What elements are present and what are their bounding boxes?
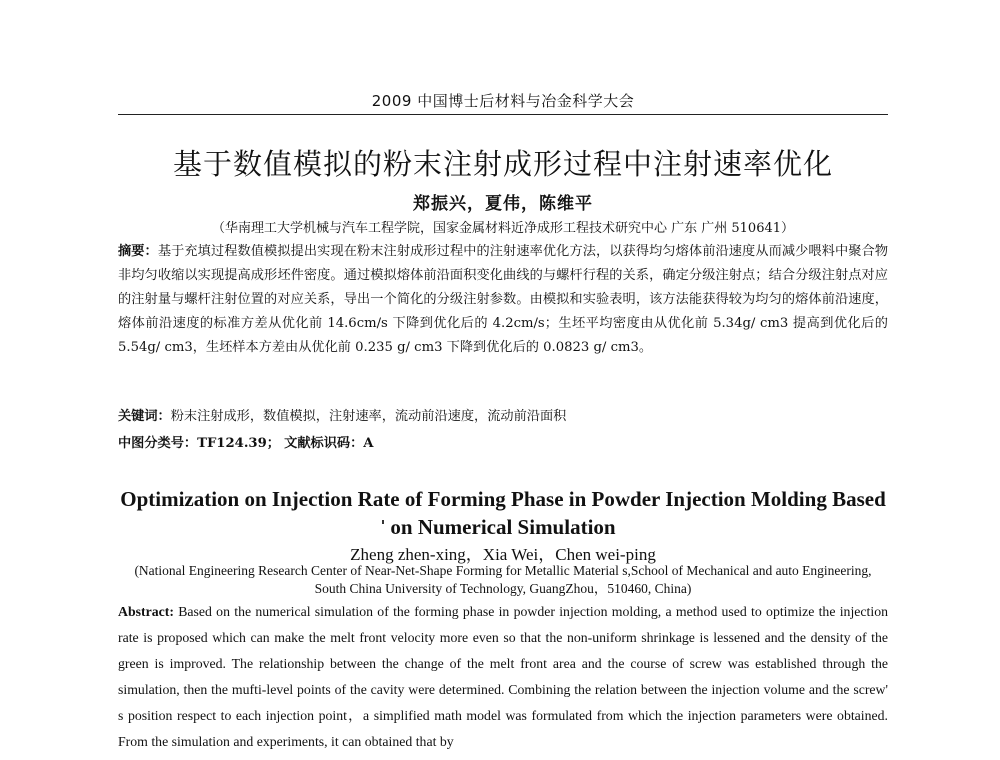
class-number-value: TF124.39；: [197, 436, 280, 451]
chinese-keywords: [118, 405, 888, 424]
chinese-keywords-label: 关键词：: [118, 409, 171, 424]
english-affiliation: (National Engineering Research Center of Near-Net-Shape Forming for Metallic Material s,School of Mechanical and auto Engineering, South China University of Technology, GuangZhou，510460, China): [134, 563, 872, 596]
doc-code-label: 文献标识码：: [284, 436, 364, 451]
conference-header: 2009 中国博士后材料与冶金科学大会: [371, 92, 635, 110]
scan-speck: [382, 520, 384, 524]
chinese-abstract: [118, 240, 888, 360]
doc-code-value: A: [363, 436, 374, 451]
english-abstract: [118, 599, 888, 755]
header-divider: [118, 114, 888, 115]
chinese-abstract-label: 摘要：: [118, 244, 158, 259]
english-authors: Zheng zhen-xing，Xia Wei，Chen wei-ping: [350, 545, 656, 564]
chinese-classification: [118, 432, 888, 451]
chinese-authors: 郑振兴，夏伟，陈维平: [413, 194, 593, 214]
english-abstract-text: Based on the numerical simulation of the forming phase in powder injection molding, a method used to optimize the injection rate is proposed which can make the melt front velocity more even so that the non-uniform shrinkage is lessened and the density of the green is improved. The relationship between the change of the melt front area and the course of screw was established through the simulation, then the mufti-level points of the cavity were determined. Combining the relation between the injection volume and the screw' s position respect to each injection point，a simplified math model was formulated from which the injection parameters were obtained. From the simulation and experiments, it can obtained that by: [118, 604, 888, 749]
class-number-label: 中图分类号：: [118, 436, 198, 451]
english-title: Optimization on Injection Rate of Forming Phase in Powder Injection Molding Based on Numerical Simulation: [120, 487, 886, 539]
chinese-title: 基于数值模拟的粉末注射成形过程中注射速率优化: [172, 147, 833, 181]
chinese-affiliation: （华南理工大学机械与汽车工程学院，国家金属材料近净成形工程技术研究中心 广东 广州 510641）: [211, 221, 795, 236]
chinese-keywords-text: 粉末注射成形，数值模拟，注射速率，流动前沿速度，流动前沿面积: [170, 409, 567, 424]
chinese-abstract-text: 基于充填过程数值模拟提出实现在粉末注射成形过程中的注射速率优化方法，以获得均匀熔体前沿速度从而减少喂料中聚合物非均匀收缩以实现提高成形坯件密度。通过模拟熔体前沿面积变化曲线的与螺杆行程的关系，确定分级注射点；结合分级注射点对应的注射量与螺杆注射位置的对应关系，导出一个简化的分级注射参数。由模拟和实验表明，该方法能获得较为均匀的熔体前沿速度，熔体前沿速度的标准方差从优化前 14.6cm/s 下降到优化后的 4.2cm/s；生坯平均密度由从优化前 5.34g/ cm3 提高到优化后的 5.54g/ cm3，生坯样本方差由从优化前 0.235 g/ cm3 下降到优化后的 0.0823 g/ cm3。: [118, 244, 889, 355]
english-abstract-label: Abstract:: [118, 604, 174, 619]
